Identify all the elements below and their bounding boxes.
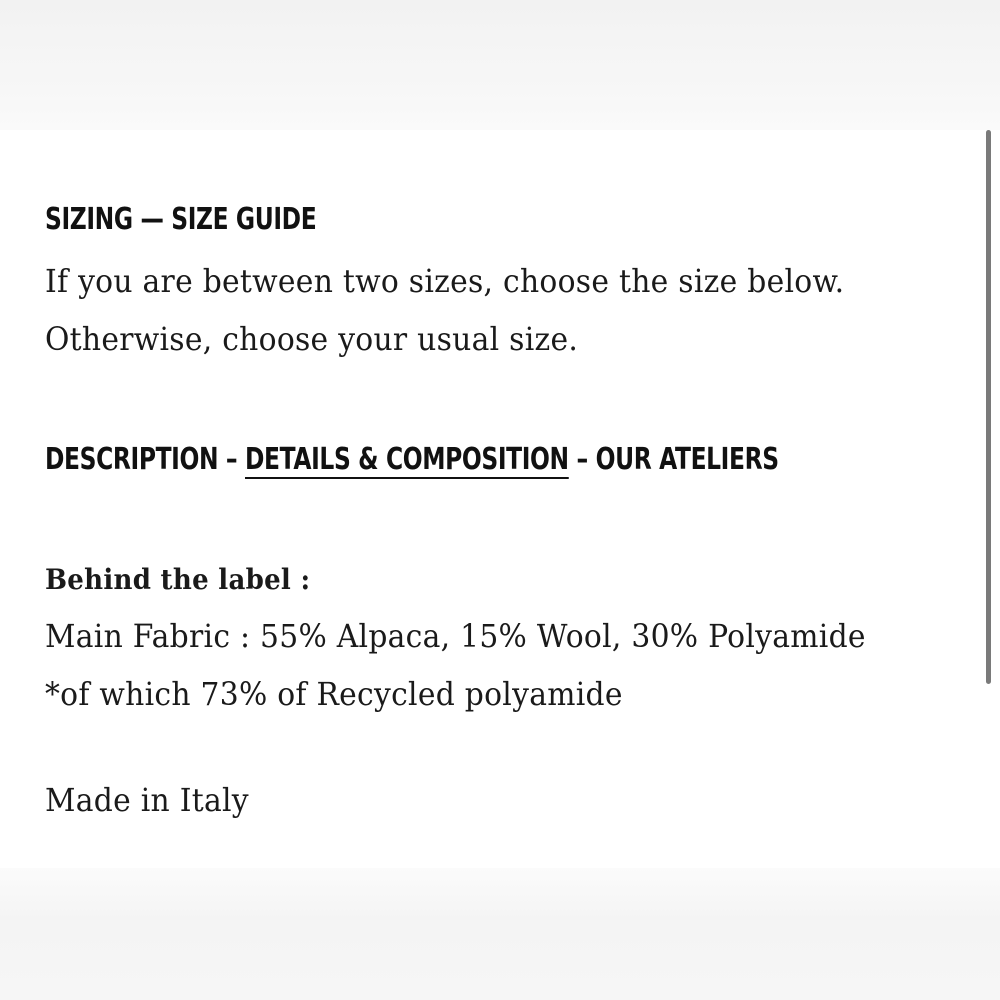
tab-separator: – [225, 442, 238, 477]
product-info-panel [0, 130, 1000, 868]
sizing-label: SIZING [45, 202, 133, 237]
tab-separator: – [576, 442, 588, 477]
sizing-heading [45, 202, 316, 237]
sizing-separator: — [140, 202, 164, 237]
scrollbar[interactable] [983, 130, 993, 686]
tab-our-ateliers[interactable]: OUR ATELIERS [595, 442, 779, 477]
scrollbar-thumb[interactable] [986, 130, 991, 684]
recycled-polyamide-note: *of which 73% of Recycled polyamide [45, 675, 623, 713]
country-of-origin: Made in Italy [45, 781, 249, 819]
sizing-advice-line-2: Otherwise, choose your usual size. [45, 320, 579, 358]
behind-the-label-heading: Behind the label : [45, 563, 311, 596]
bottom-background [0, 868, 1000, 1000]
tab-details-composition[interactable]: DETAILS & COMPOSITION [245, 442, 569, 477]
main-fabric-composition: Main Fabric : 55% Alpaca, 15% Wool, 30% Polyamide [45, 617, 866, 655]
sizing-advice-line-1: If you are between two sizes, choose the size below. [45, 262, 845, 300]
top-background [0, 0, 1000, 130]
tab-description[interactable]: DESCRIPTION [45, 442, 219, 477]
info-tabs [45, 442, 779, 477]
size-guide-link[interactable]: SIZE GUIDE [171, 202, 317, 237]
